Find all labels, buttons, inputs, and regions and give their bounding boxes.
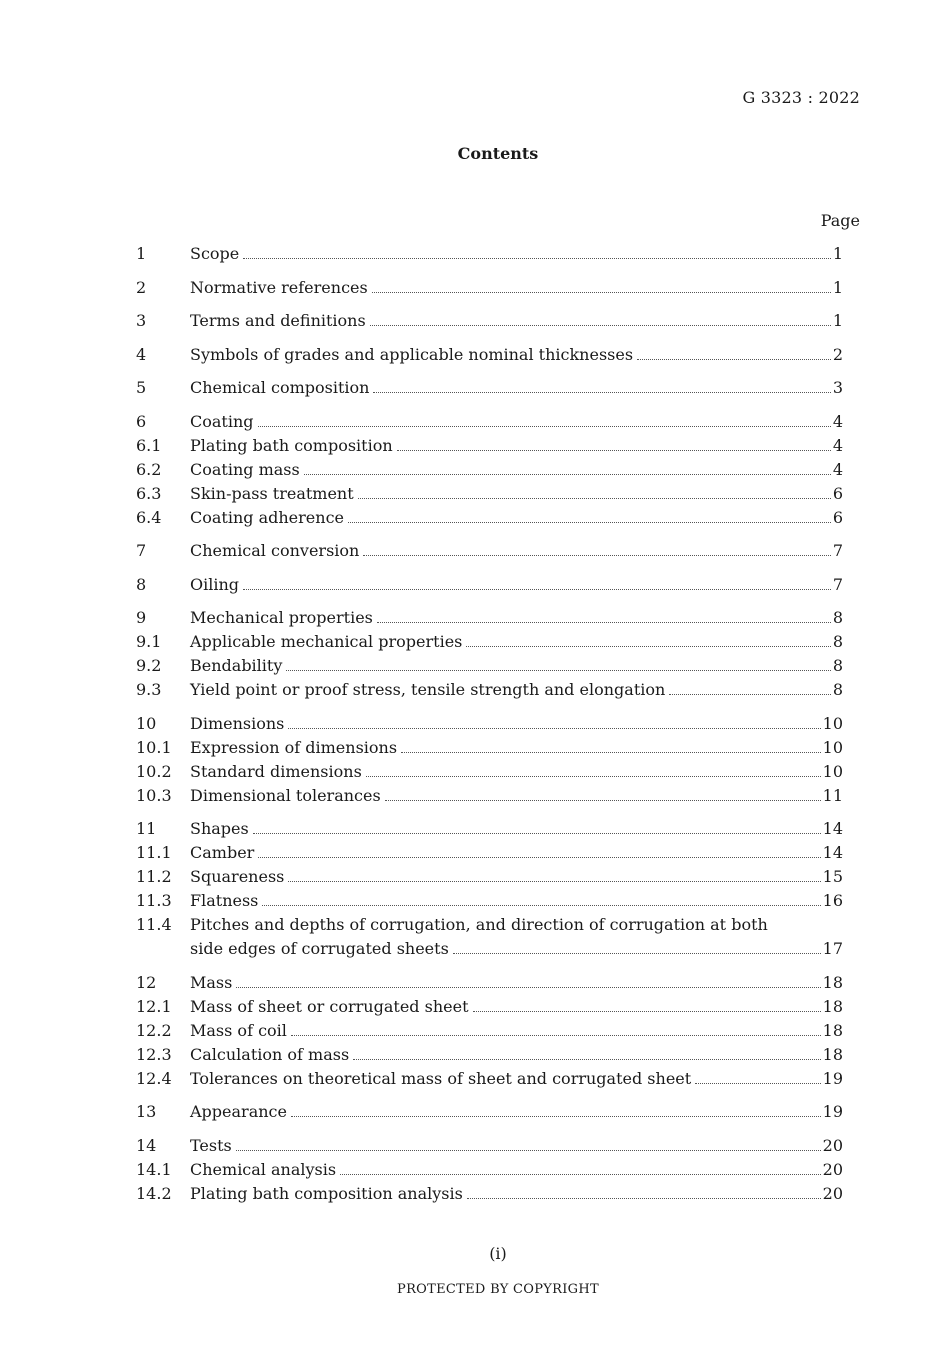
toc-entry-title: Plating bath composition analysis bbox=[190, 1183, 463, 1203]
footer-page-number: (i) bbox=[489, 1244, 507, 1263]
toc-entry-title: side edges of corrugated sheets bbox=[190, 939, 449, 958]
toc-entry-number: 6.2 bbox=[136, 459, 162, 479]
toc-entry[interactable] bbox=[136, 678, 843, 702]
toc-entry[interactable] bbox=[136, 376, 843, 400]
dot-leader bbox=[366, 776, 821, 777]
toc-entry-number: 4 bbox=[136, 344, 147, 364]
table-of-contents bbox=[136, 242, 843, 1215]
dot-leader bbox=[373, 392, 830, 393]
toc-entry-page: 1 bbox=[832, 277, 843, 297]
toc-entry-title: Chemical analysis bbox=[190, 1159, 337, 1179]
dot-leader bbox=[370, 325, 831, 326]
dot-leader bbox=[358, 498, 831, 499]
toc-entry-page: 15 bbox=[822, 867, 843, 886]
toc-entry-page: 10 bbox=[822, 761, 843, 781]
toc-entry-title: Squareness bbox=[190, 867, 285, 886]
toc-entry-title: Tolerances on theoretical mass of sheet and corrugated sheet bbox=[190, 1068, 692, 1088]
toc-entry-title: Normative references bbox=[190, 277, 368, 297]
toc-entry-page: 20 bbox=[822, 1135, 843, 1155]
toc-entry[interactable] bbox=[136, 573, 843, 597]
dot-leader bbox=[397, 450, 831, 451]
toc-entry-number: 10.1 bbox=[136, 737, 172, 757]
dot-leader bbox=[286, 670, 830, 671]
toc-entry-page: 18 bbox=[822, 1020, 843, 1040]
toc-entry[interactable] bbox=[136, 458, 843, 482]
toc-entry-number: 10 bbox=[136, 713, 157, 733]
toc-entry[interactable] bbox=[136, 817, 843, 841]
toc-entry-title: Standard dimensions bbox=[190, 761, 362, 781]
toc-entry-title: Bendability bbox=[190, 656, 283, 675]
toc-entry-page: 19 bbox=[822, 1068, 843, 1088]
dot-leader bbox=[669, 694, 831, 695]
toc-entry-page: 11 bbox=[822, 785, 843, 805]
toc-entry[interactable] bbox=[136, 1043, 843, 1067]
toc-group bbox=[136, 1134, 843, 1206]
toc-entry[interactable] bbox=[136, 971, 843, 995]
toc-entry-number: 13 bbox=[136, 1102, 157, 1121]
toc-entry-page: 20 bbox=[822, 1159, 843, 1179]
standard-number: G 3323 : 2022 bbox=[742, 88, 860, 107]
toc-entry-title: Shapes bbox=[190, 819, 249, 838]
toc-group bbox=[136, 343, 843, 367]
toc-entry-title: Pitches and depths of corrugation, and direction of corrugation at both bbox=[190, 915, 768, 934]
toc-entry-title: Chemical conversion bbox=[190, 541, 360, 560]
toc-entry-title: Chemical composition bbox=[190, 378, 370, 397]
toc-entry-page: 2 bbox=[832, 344, 843, 364]
toc-entry[interactable] bbox=[136, 736, 843, 760]
toc-entry-page: 14 bbox=[822, 843, 843, 862]
toc-entry-number: 12.2 bbox=[136, 1020, 172, 1040]
dot-leader bbox=[288, 881, 820, 882]
toc-entry-number: 7 bbox=[136, 541, 147, 560]
toc-entry[interactable] bbox=[136, 841, 843, 865]
toc-entry-title: Dimensional tolerances bbox=[190, 785, 381, 805]
toc-entry-page: 7 bbox=[832, 574, 843, 594]
dot-leader bbox=[372, 292, 831, 293]
toc-group bbox=[136, 242, 843, 266]
toc-entry-number: 14.2 bbox=[136, 1183, 172, 1203]
toc-entry-page: 14 bbox=[822, 819, 843, 838]
toc-group bbox=[136, 606, 843, 702]
toc-entry-number: 9.1 bbox=[136, 632, 162, 651]
dot-leader bbox=[401, 752, 821, 753]
toc-entry-number: 10.3 bbox=[136, 785, 172, 805]
toc-entry[interactable] bbox=[136, 865, 843, 889]
dot-leader bbox=[353, 1059, 820, 1060]
toc-entry[interactable] bbox=[136, 1134, 843, 1158]
toc-entry-title: Symbols of grades and applicable nominal thicknesses bbox=[190, 344, 634, 364]
toc-entry-number: 11.3 bbox=[136, 891, 172, 910]
toc-entry-page: 4 bbox=[832, 459, 843, 479]
toc-entry-number: 11 bbox=[136, 819, 157, 838]
toc-entry-title: Coating bbox=[190, 411, 254, 431]
toc-entry-title: Mass of sheet or corrugated sheet bbox=[190, 996, 469, 1016]
toc-group bbox=[136, 276, 843, 300]
toc-entry-page: 1 bbox=[832, 244, 843, 263]
dot-leader bbox=[363, 555, 830, 556]
dot-leader bbox=[385, 800, 821, 801]
toc-entry-page: 1 bbox=[832, 311, 843, 330]
toc-entry-page: 6 bbox=[832, 507, 843, 527]
dot-leader bbox=[258, 426, 831, 427]
toc-entry[interactable] bbox=[136, 913, 843, 937]
toc-entry[interactable] bbox=[136, 539, 843, 563]
dot-leader bbox=[253, 833, 821, 834]
toc-entry-title: Flatness bbox=[190, 891, 259, 910]
toc-entry[interactable] bbox=[136, 654, 843, 678]
toc-entry-page: 6 bbox=[832, 483, 843, 503]
toc-entry-page: 16 bbox=[822, 891, 843, 910]
toc-entry-number: 12.1 bbox=[136, 996, 172, 1016]
toc-entry[interactable] bbox=[136, 760, 843, 784]
toc-entry-number: 8 bbox=[136, 574, 147, 594]
dot-leader bbox=[466, 646, 830, 647]
toc-group bbox=[136, 1100, 843, 1124]
toc-group bbox=[136, 817, 843, 961]
dot-leader bbox=[637, 359, 831, 360]
toc-entry-number: 6.4 bbox=[136, 507, 162, 527]
dot-leader bbox=[288, 728, 820, 729]
dot-leader bbox=[348, 522, 831, 523]
toc-entry-number: 9 bbox=[136, 608, 147, 627]
toc-entry-title: Appearance bbox=[190, 1102, 287, 1121]
toc-entry-number: 6 bbox=[136, 411, 147, 431]
toc-entry-number: 6.3 bbox=[136, 483, 162, 503]
toc-entry-page: 8 bbox=[832, 680, 843, 699]
toc-entry-title: Oiling bbox=[190, 574, 240, 594]
toc-entry-number: 1 bbox=[136, 244, 147, 263]
toc-entry-title: Mass of coil bbox=[190, 1020, 287, 1040]
toc-entry-page: 20 bbox=[822, 1183, 843, 1203]
toc-entry-number: 2 bbox=[136, 277, 147, 297]
toc-entry-title: Applicable mechanical properties bbox=[190, 632, 463, 651]
toc-entry[interactable] bbox=[136, 630, 843, 654]
toc-entry-title: Mechanical properties bbox=[190, 608, 373, 627]
toc-entry-number: 14 bbox=[136, 1135, 157, 1155]
toc-entry-title: Dimensions bbox=[190, 713, 285, 733]
toc-entry-title: Yield point or proof stress, tensile strength and elongation bbox=[190, 680, 666, 699]
toc-group bbox=[136, 573, 843, 597]
dot-leader bbox=[243, 589, 831, 590]
toc-entry-title: Coating adherence bbox=[190, 507, 344, 527]
toc-entry-page: 10 bbox=[822, 737, 843, 757]
toc-entry-number: 9.3 bbox=[136, 680, 162, 699]
toc-entry-number: 11.2 bbox=[136, 867, 172, 886]
toc-entry-page: 8 bbox=[832, 608, 843, 627]
toc-entry-page: 4 bbox=[832, 411, 843, 431]
toc-group bbox=[136, 309, 843, 333]
toc-entry-page: 3 bbox=[832, 378, 843, 397]
page-title: Contents bbox=[457, 144, 539, 163]
dot-leader bbox=[377, 622, 831, 623]
toc-entry-number: 12.4 bbox=[136, 1068, 172, 1088]
toc-entry[interactable] bbox=[136, 434, 843, 458]
dot-leader bbox=[291, 1116, 821, 1117]
toc-entry[interactable] bbox=[136, 712, 843, 736]
toc-entry-title: Camber bbox=[190, 843, 255, 862]
toc-entry[interactable] bbox=[136, 309, 843, 333]
dot-leader bbox=[243, 258, 831, 259]
dot-leader bbox=[236, 987, 820, 988]
toc-entry-page: 18 bbox=[822, 996, 843, 1016]
toc-entry[interactable] bbox=[136, 276, 843, 300]
toc-group bbox=[136, 410, 843, 530]
dot-leader bbox=[304, 474, 831, 475]
toc-entry-page: 10 bbox=[822, 713, 843, 733]
toc-entry-number: 6.1 bbox=[136, 435, 162, 455]
toc-entry[interactable] bbox=[136, 1100, 843, 1124]
toc-entry[interactable] bbox=[136, 506, 843, 530]
toc-entry[interactable] bbox=[136, 1182, 843, 1206]
toc-entry-number: 11.1 bbox=[136, 843, 172, 862]
toc-entry-number: 12.3 bbox=[136, 1044, 172, 1064]
toc-entry-number: 3 bbox=[136, 311, 147, 330]
toc-entry-page: 17 bbox=[822, 939, 843, 958]
dot-leader bbox=[473, 1011, 821, 1012]
page-column-label: Page bbox=[820, 211, 860, 230]
toc-entry[interactable] bbox=[136, 606, 843, 630]
toc-group bbox=[136, 376, 843, 400]
dot-leader bbox=[453, 953, 821, 954]
toc-entry-title: Calculation of mass bbox=[190, 1044, 350, 1064]
toc-entry[interactable] bbox=[136, 995, 843, 1019]
dot-leader bbox=[236, 1150, 821, 1151]
toc-entry-number: 12 bbox=[136, 972, 157, 992]
copyright-notice: PROTECTED BY COPYRIGHT bbox=[397, 1282, 599, 1297]
toc-entry[interactable] bbox=[136, 1019, 843, 1043]
toc-group bbox=[136, 971, 843, 1091]
toc-entry[interactable] bbox=[136, 242, 843, 266]
toc-group bbox=[136, 539, 843, 563]
toc-entry-page: 8 bbox=[832, 632, 843, 651]
toc-entry-title: Skin-pass treatment bbox=[190, 483, 354, 503]
dot-leader bbox=[695, 1083, 820, 1084]
toc-entry[interactable] bbox=[136, 410, 843, 434]
toc-entry-number: 10.2 bbox=[136, 761, 172, 781]
toc-entry-title: Expression of dimensions bbox=[190, 737, 398, 757]
toc-entry-title: Mass bbox=[190, 972, 233, 992]
toc-entry[interactable] bbox=[136, 937, 843, 961]
toc-entry-number: 9.2 bbox=[136, 656, 162, 675]
dot-leader bbox=[262, 905, 820, 906]
toc-entry-title: Tests bbox=[190, 1135, 232, 1155]
dot-leader bbox=[467, 1198, 821, 1199]
toc-entry-title: Terms and definitions bbox=[190, 311, 366, 330]
toc-entry-title: Scope bbox=[190, 244, 240, 263]
toc-entry-number: 14.1 bbox=[136, 1159, 172, 1179]
toc-entry[interactable] bbox=[136, 1067, 843, 1091]
toc-entry-page: 7 bbox=[832, 541, 843, 560]
toc-entry[interactable] bbox=[136, 784, 843, 808]
toc-entry-page: 4 bbox=[832, 435, 843, 455]
toc-entry[interactable] bbox=[136, 343, 843, 367]
toc-entry-page: 18 bbox=[822, 1044, 843, 1064]
toc-entry[interactable] bbox=[136, 889, 843, 913]
toc-entry-title: Plating bath composition bbox=[190, 435, 393, 455]
toc-entry-page: 19 bbox=[822, 1102, 843, 1121]
toc-entry-number: 5 bbox=[136, 378, 147, 397]
dot-leader bbox=[291, 1035, 821, 1036]
toc-entry[interactable] bbox=[136, 1158, 843, 1182]
toc-entry[interactable] bbox=[136, 482, 843, 506]
dot-leader bbox=[340, 1174, 821, 1175]
toc-entry-page: 18 bbox=[822, 972, 843, 992]
toc-entry-number: 11.4 bbox=[136, 915, 172, 934]
toc-entry-page: 8 bbox=[832, 656, 843, 675]
toc-group bbox=[136, 712, 843, 808]
dot-leader bbox=[258, 857, 820, 858]
toc-entry-title: Coating mass bbox=[190, 459, 300, 479]
